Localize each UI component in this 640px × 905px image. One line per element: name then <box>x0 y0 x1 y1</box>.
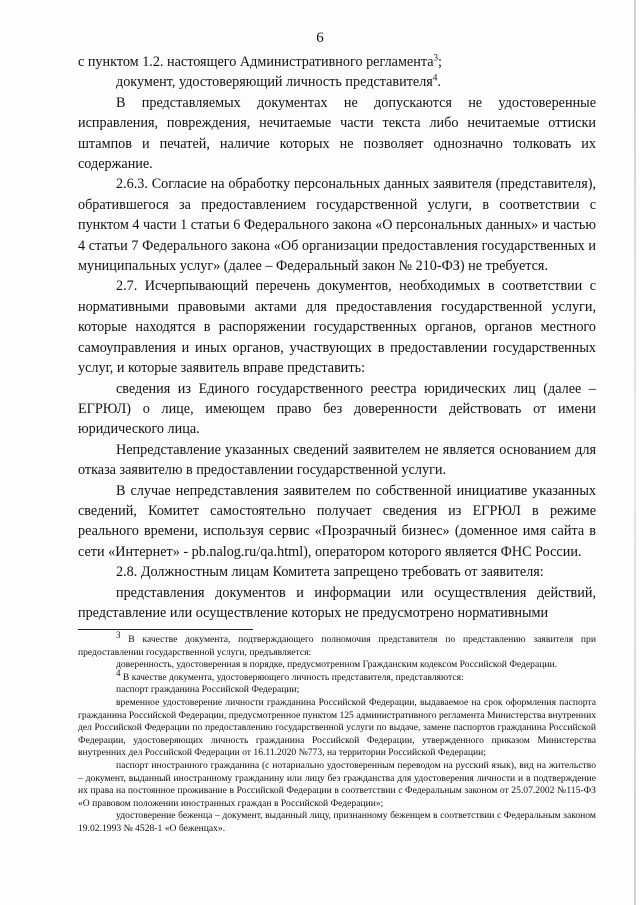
footnote: удостоверение беженца – документ, выданный лицу, признанному беженцем в соответствии с Федеральным законом 19.02.1993 № 4528-1 «О беженцах». <box>78 810 596 834</box>
paragraph: 2.6.3. Согласие на обработку персональных данных заявителя (представителя), обратившегося за предоставлением государственной услуги, в соответствии с пунктом 4 части 1 статьи 6 Федерального закона «О персональных данных» и частью 4 статьи 7 Федерального закона «Об организации предоставления государственных и муниципальных услуг» (далее – Федеральный закон № 210-ФЗ) не требуется. <box>78 176 596 275</box>
paragraph <box>78 52 596 72</box>
footnote: временное удостоверение личности гражданина Российской Федерации, выдаваемое на срок оформления паспорта гражданина Российской Федерации, предусмотренное пунктом 125 административного регламента Министерства внутренних дел Российской Федерации по предоставлению государственной услуги по выдаче, замене паспортов гражданина Российской Федерации, удостоверяющих личность гражданина Российской Федерации, утвержденного приказом Министерства внутренних дел Российской Федерации от 16.11.2020 №773, на территории Российской Федерации; <box>78 696 596 759</box>
footnote-mark: 3 <box>116 629 121 640</box>
paragraph: сведения из Единого государственного реестра юридических лиц (далее – ЕГРЮЛ) о лице, имеющем право без доверенности действовать от имени юридического лица. <box>78 380 596 438</box>
paragraph: Непредставление указанных сведений заявителем не является основанием для отказа заявителю в предоставлении государственной услуги. <box>78 441 596 479</box>
footnote: паспорт гражданина Российской Федерации; <box>116 684 300 696</box>
footnotes <box>78 629 596 836</box>
footnote-text: В качестве документа, подтверждающего полномочия представителя по представлению заявителя при предоставлении государственной услуги, предъявляется: <box>78 634 596 658</box>
paragraph-tail: ; <box>438 54 442 70</box>
paragraph: 2.7. Исчерпывающий перечень документов, необходимых в соответствии с нормативными правовыми актами для предоставления государственной услуги, которые находятся в распоряжении государственных органов, органов местного самоуправления и иных органов, участвующих в предоставлении государственных услуг, и которые заявитель вправе представить: <box>78 278 596 377</box>
paragraph: представления документов и информации или осуществления действий, представление или осуществление которых не предусмотрено нормативными <box>78 584 596 621</box>
footnote-divider <box>78 629 253 630</box>
paragraph-text: с пунктом 1.2. настоящего Административного регламента <box>78 54 434 70</box>
paragraph: В представляемых документах не допускаются не удостоверенные исправления, повреждения, нечитаемые части текста либо нечитаемые оттиски штампов и печатей, наличие которых не позволяет однозначно толковать их содержание. <box>78 94 596 173</box>
footnote: доверенность, удостоверенная в порядке, предусмотренном Гражданским кодексом Российской Федерации. <box>116 659 558 671</box>
footnote: паспорт иностранного гражданина (с нотариально удостоверенным переводом на русский язык), вид на жительство – документ, выданный иностранному гражданину или лицу без гражданства для удостоверения личности и в подтверждение их права на постоянное проживание в Российской Федерации в соответствии с Федеральным законом от 25.07.2002 №115-ФЗ «О правовом положении иностранных граждан в Российской Федерации»; <box>78 759 596 809</box>
paragraph-tail: . <box>437 74 441 91</box>
paragraph-text: документ, удостоверяющий личность представителя <box>116 74 433 91</box>
footnote-ref: 4 <box>432 72 438 83</box>
paragraph: 2.8. Должностным лицам Комитета запрещено требовать от заявителя: <box>116 564 544 581</box>
paragraph: В случае непредставления заявителем по собственной инициативе указанных сведений, Комитет самостоятельно получает сведения из ЕГРЮЛ в режиме реального времени, используя сервис «Прозрачный бизнес» (доменное имя сайта в сети «Интернет» - pb.nalog.ru/qa.html), оператором которого является ФНС России. <box>78 482 596 560</box>
main-text <box>78 52 596 623</box>
footnote-mark: 4 <box>116 667 121 678</box>
paragraph <box>78 72 596 92</box>
footnote-ref: 3 <box>433 52 438 63</box>
footnote <box>78 629 596 659</box>
footnote-text: В качестве документа, удостоверяющего личность представителя, представляются: <box>120 671 464 683</box>
page-number: 6 <box>316 30 324 46</box>
scan-edge <box>634 0 636 905</box>
footnote <box>78 667 596 685</box>
